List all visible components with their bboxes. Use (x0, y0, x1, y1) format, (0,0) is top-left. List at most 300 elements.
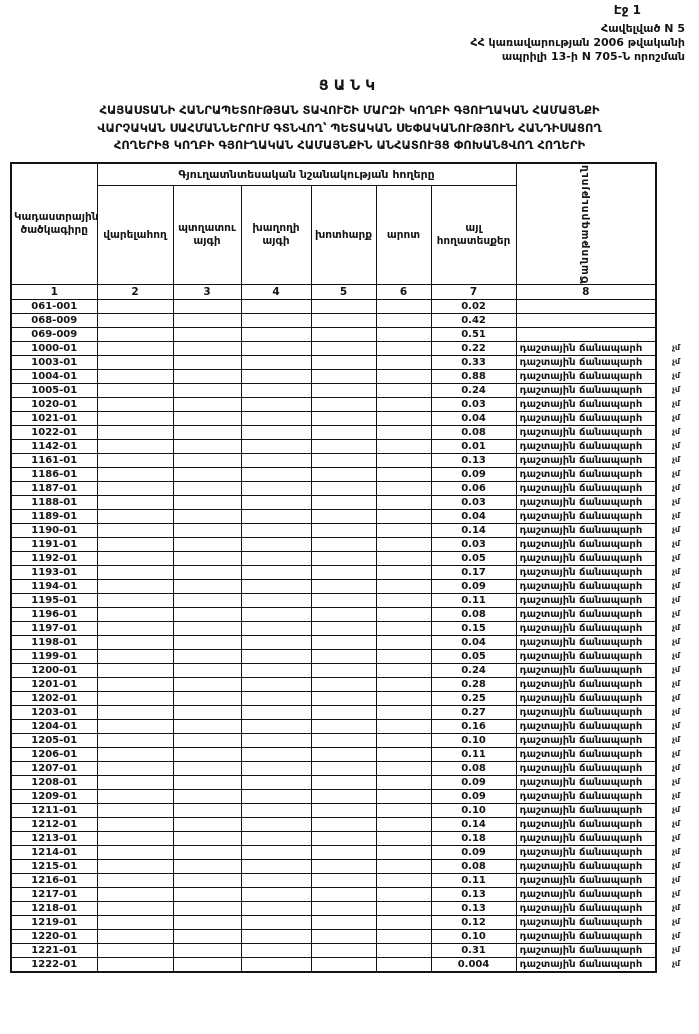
hayfield-cell (311, 314, 376, 328)
orchard-cell (173, 790, 241, 804)
hayfield-cell (311, 860, 376, 874)
other-lands-value-cell: 0.04 (431, 510, 516, 524)
note-cell: դաշտային ճանապարհ չմ (516, 398, 656, 412)
other-lands-value-cell: 0.09 (431, 776, 516, 790)
pasture-cell (376, 412, 431, 426)
hayfield-cell (311, 958, 376, 972)
orchard-cell (173, 650, 241, 664)
vineyard-cell (241, 846, 311, 860)
code-cell: 1142-01 (11, 440, 97, 454)
pasture-cell (376, 664, 431, 678)
other-lands-value-cell: 0.02 (431, 300, 516, 314)
pasture-cell (376, 552, 431, 566)
title-line-3: ՀՈՂԵՐԻՑ ԿՈՂԲԻ ԳՅՈՒՂԱԿԱՆ ՀԱՄԱՅՆՔԻՆ ԱՆՀԱՏՈՒՅՑ ՓՈԽԱՆՑՎՈՂ ՀՈՂԵՐԻ (113, 137, 586, 152)
vineyard-cell (241, 328, 311, 342)
orchard-cell (173, 594, 241, 608)
orchard-cell (173, 622, 241, 636)
pasture-cell (376, 650, 431, 664)
hayfield-cell (311, 944, 376, 958)
note-cell (516, 300, 656, 314)
pasture-cell (376, 538, 431, 552)
table-row (11, 426, 656, 440)
other-lands-value-cell: 0.08 (431, 860, 516, 874)
note-cell: դաշտային ճանապարհ չմ (516, 566, 656, 580)
margin-mark: չմ (672, 385, 681, 395)
note-cell: դաշտային ճանապարհ չմ (516, 370, 656, 384)
note-cell: դաշտային ճանապարհ չմ (516, 636, 656, 650)
orchard-cell (173, 468, 241, 482)
note-cell (516, 328, 656, 342)
pasture-cell (376, 818, 431, 832)
margin-mark: չմ (672, 595, 681, 605)
margin-mark: չմ (672, 399, 681, 409)
hayfield-cell (311, 300, 376, 314)
code-cell: 1188-01 (11, 496, 97, 510)
hayfield-cell (311, 454, 376, 468)
arable-cell (97, 734, 173, 748)
margin-mark: չմ (672, 693, 681, 703)
margin-mark: չմ (672, 371, 681, 381)
other-lands-value-cell: 0.01 (431, 440, 516, 454)
hayfield-cell (311, 328, 376, 342)
orchard-cell (173, 734, 241, 748)
note-cell: դաշտային ճանապարհ չմ (516, 930, 656, 944)
other-lands-value-cell: 0.09 (431, 790, 516, 804)
table-row (11, 496, 656, 510)
pasture-cell (376, 454, 431, 468)
col-number-1: 1 (11, 285, 97, 300)
vineyard-cell (241, 958, 311, 972)
pasture-cell (376, 524, 431, 538)
hayfield-cell (311, 902, 376, 916)
arable-cell (97, 776, 173, 790)
hayfield-cell (311, 398, 376, 412)
vineyard-cell (241, 776, 311, 790)
table-row (11, 314, 656, 328)
vineyard-cell (241, 496, 311, 510)
code-cell: 1217-01 (11, 888, 97, 902)
vineyard-cell (241, 888, 311, 902)
orchard-cell (173, 300, 241, 314)
vineyard-cell (241, 608, 311, 622)
hayfield-cell (311, 538, 376, 552)
header-other-lands: այլ հողատեսքեր (431, 186, 516, 285)
note-cell: դաշտային ճանապարհ չմ (516, 608, 656, 622)
table-row (11, 678, 656, 692)
note-cell: դաշտային ճանապարհ չմ (516, 888, 656, 902)
orchard-cell (173, 930, 241, 944)
header-pasture: արոտ (376, 186, 431, 285)
pasture-cell (376, 692, 431, 706)
hayfield-cell (311, 342, 376, 356)
arable-cell (97, 762, 173, 776)
note-cell: դաշտային ճանապարհ չմ (516, 440, 656, 454)
hayfield-cell (311, 566, 376, 580)
other-lands-value-cell: 0.27 (431, 706, 516, 720)
table-row (11, 524, 656, 538)
note-cell: դաշտային ճանապարհ չմ (516, 706, 656, 720)
vineyard-cell (241, 804, 311, 818)
pasture-cell (376, 622, 431, 636)
vineyard-cell (241, 356, 311, 370)
other-lands-value-cell: 0.11 (431, 874, 516, 888)
pasture-cell (376, 328, 431, 342)
vineyard-cell (241, 510, 311, 524)
lands-table-wrap (10, 162, 699, 973)
code-cell: 1005-01 (11, 384, 97, 398)
pasture-cell (376, 580, 431, 594)
note-cell: դաշտային ճանապարհ չմ (516, 664, 656, 678)
arable-cell (97, 580, 173, 594)
other-lands-value-cell: 0.24 (431, 664, 516, 678)
page-number: Էջ 1 (613, 3, 641, 17)
pasture-cell (376, 496, 431, 510)
code-cell: 1192-01 (11, 552, 97, 566)
table-row (11, 916, 656, 930)
margin-mark: չմ (672, 959, 681, 969)
note-cell (516, 314, 656, 328)
orchard-cell (173, 314, 241, 328)
pasture-cell (376, 874, 431, 888)
code-cell: 061-001 (11, 300, 97, 314)
arable-cell (97, 818, 173, 832)
table-row (11, 692, 656, 706)
pasture-cell (376, 426, 431, 440)
orchard-cell (173, 440, 241, 454)
col-number-2: 2 (97, 285, 173, 300)
col-number-5: 5 (311, 285, 376, 300)
table-row (11, 860, 656, 874)
vineyard-cell (241, 440, 311, 454)
table-row (11, 300, 656, 314)
orchard-cell (173, 538, 241, 552)
hayfield-cell (311, 678, 376, 692)
pasture-cell (376, 916, 431, 930)
orchard-cell (173, 958, 241, 972)
table-row (11, 748, 656, 762)
arable-cell (97, 692, 173, 706)
arable-cell (97, 930, 173, 944)
arable-cell (97, 860, 173, 874)
orchard-cell (173, 524, 241, 538)
header-hayfield: խոտհարք (311, 186, 376, 285)
table-row (11, 384, 656, 398)
table-row (11, 342, 656, 356)
arable-cell (97, 300, 173, 314)
note-cell: դաշտային ճանապարհ չմ (516, 356, 656, 370)
hayfield-cell (311, 832, 376, 846)
note-cell: դաշտային ճանապարհ չմ (516, 790, 656, 804)
code-cell: 1216-01 (11, 874, 97, 888)
hayfield-cell (311, 930, 376, 944)
vineyard-cell (241, 566, 311, 580)
other-lands-value-cell: 0.10 (431, 930, 516, 944)
table-row (11, 720, 656, 734)
orchard-cell (173, 342, 241, 356)
title-line-1: ՀԱՅԱՍՏԱՆԻ ՀԱՆՐԱՊԵՏՈՒԹՅԱՆ ՏԱՎՈՒՇԻ ՄԱՐԶԻ ԿՈՂԲԻ ԳՅՈՒՂԱԿԱՆ ՀԱՄԱՅՆՔԻ (99, 103, 600, 118)
table-row (11, 454, 656, 468)
vineyard-cell (241, 818, 311, 832)
note-cell: դաշտային ճանապարհ չմ (516, 342, 656, 356)
margin-mark: չմ (672, 791, 681, 801)
table-row (11, 482, 656, 496)
other-lands-value-cell: 0.10 (431, 734, 516, 748)
arable-cell (97, 454, 173, 468)
table-row (11, 944, 656, 958)
orchard-cell (173, 818, 241, 832)
margin-mark: չմ (672, 875, 681, 885)
margin-mark: չմ (672, 805, 681, 815)
orchard-cell (173, 370, 241, 384)
table-row (11, 370, 656, 384)
table-row (11, 804, 656, 818)
note-cell: դաշտային ճանապարհ չմ (516, 426, 656, 440)
hayfield-cell (311, 818, 376, 832)
vineyard-cell (241, 664, 311, 678)
header-orchard: պտղատու այգի (173, 186, 241, 285)
other-lands-value-cell: 0.08 (431, 762, 516, 776)
code-cell: 1208-01 (11, 776, 97, 790)
page-title (0, 102, 699, 154)
margin-mark: չմ (672, 525, 681, 535)
vineyard-cell (241, 832, 311, 846)
hayfield-cell (311, 384, 376, 398)
arable-cell (97, 594, 173, 608)
pasture-cell (376, 440, 431, 454)
arable-cell (97, 678, 173, 692)
margin-mark: չմ (672, 721, 681, 731)
pasture-cell (376, 958, 431, 972)
arable-cell (97, 622, 173, 636)
vineyard-cell (241, 734, 311, 748)
orchard-cell (173, 664, 241, 678)
orchard-cell (173, 454, 241, 468)
orchard-cell (173, 426, 241, 440)
other-lands-value-cell: 0.13 (431, 454, 516, 468)
table-row (11, 874, 656, 888)
other-lands-value-cell: 0.05 (431, 650, 516, 664)
orchard-cell (173, 706, 241, 720)
vineyard-cell (241, 636, 311, 650)
margin-mark: չմ (672, 469, 681, 479)
hayfield-cell (311, 762, 376, 776)
code-cell: 1207-01 (11, 762, 97, 776)
table-row (11, 622, 656, 636)
orchard-cell (173, 888, 241, 902)
margin-mark: չմ (672, 567, 681, 577)
table-row (11, 846, 656, 860)
other-lands-value-cell: 0.06 (431, 482, 516, 496)
note-cell: դաշտային ճանապարհ չմ (516, 944, 656, 958)
margin-mark: չմ (672, 637, 681, 647)
vineyard-cell (241, 944, 311, 958)
note-cell: դաշտային ճանապարհ չմ (516, 594, 656, 608)
code-cell: 1213-01 (11, 832, 97, 846)
margin-mark: չմ (672, 889, 681, 899)
other-lands-value-cell: 0.05 (431, 552, 516, 566)
orchard-cell (173, 748, 241, 762)
orchard-cell (173, 692, 241, 706)
orchard-cell (173, 832, 241, 846)
hayfield-cell (311, 594, 376, 608)
code-cell: 069-009 (11, 328, 97, 342)
code-cell: 1202-01 (11, 692, 97, 706)
vineyard-cell (241, 594, 311, 608)
vineyard-cell (241, 538, 311, 552)
orchard-cell (173, 328, 241, 342)
other-lands-value-cell: 0.31 (431, 944, 516, 958)
code-cell: 1215-01 (11, 860, 97, 874)
table-row (11, 902, 656, 916)
appendix-line-3: ապրիլի 13-ի N 705-Ն որոշման (501, 50, 685, 64)
arable-cell (97, 706, 173, 720)
orchard-cell (173, 902, 241, 916)
pasture-cell (376, 300, 431, 314)
other-lands-value-cell: 0.33 (431, 356, 516, 370)
orchard-cell (173, 944, 241, 958)
note-cell: դաշտային ճանապարհ չմ (516, 860, 656, 874)
col-number-4: 4 (241, 285, 311, 300)
hayfield-cell (311, 748, 376, 762)
margin-mark: չմ (672, 413, 681, 423)
header-cadastral-code: Կադաստրային ծածկագիրը (11, 163, 97, 285)
hayfield-cell (311, 468, 376, 482)
table-row (11, 650, 656, 664)
margin-mark: չմ (672, 945, 681, 955)
code-cell: 1206-01 (11, 748, 97, 762)
arable-cell (97, 510, 173, 524)
table-row (11, 538, 656, 552)
other-lands-value-cell: 0.08 (431, 608, 516, 622)
vineyard-cell (241, 692, 311, 706)
arable-cell (97, 916, 173, 930)
note-cell: դաշտային ճանապարհ չմ (516, 832, 656, 846)
other-lands-value-cell: 0.25 (431, 692, 516, 706)
margin-mark: չմ (672, 651, 681, 661)
other-lands-value-cell: 0.11 (431, 748, 516, 762)
code-cell: 1199-01 (11, 650, 97, 664)
code-cell: 1000-01 (11, 342, 97, 356)
other-lands-value-cell: 0.10 (431, 804, 516, 818)
code-cell: 1204-01 (11, 720, 97, 734)
arable-cell (97, 748, 173, 762)
hayfield-cell (311, 412, 376, 426)
note-cell: դաշտային ճանապարհ չմ (516, 734, 656, 748)
margin-mark: չմ (672, 609, 681, 619)
note-cell: դաշտային ճանապարհ չմ (516, 552, 656, 566)
hayfield-cell (311, 706, 376, 720)
hayfield-cell (311, 888, 376, 902)
orchard-cell (173, 398, 241, 412)
pasture-cell (376, 594, 431, 608)
orchard-cell (173, 412, 241, 426)
orchard-cell (173, 356, 241, 370)
col-number-8: 8 (516, 285, 656, 300)
code-cell: 1004-01 (11, 370, 97, 384)
note-header-rotated-label: Ծանոթագրություն (579, 164, 592, 285)
note-cell: դաշտային ճանապարհ չմ (516, 412, 656, 426)
margin-mark: չմ (672, 749, 681, 759)
code-cell: 068-009 (11, 314, 97, 328)
code-cell: 1198-01 (11, 636, 97, 650)
table-row (11, 510, 656, 524)
hayfield-cell (311, 650, 376, 664)
orchard-cell (173, 846, 241, 860)
margin-mark: չմ (672, 553, 681, 563)
arable-cell (97, 846, 173, 860)
pasture-cell (376, 314, 431, 328)
table-row (11, 398, 656, 412)
other-lands-value-cell: 0.88 (431, 370, 516, 384)
other-lands-value-cell: 0.09 (431, 846, 516, 860)
arable-cell (97, 524, 173, 538)
other-lands-value-cell: 0.13 (431, 902, 516, 916)
table-row (11, 888, 656, 902)
note-cell: դաշտային ճանապարհ չմ (516, 748, 656, 762)
table-row (11, 762, 656, 776)
other-lands-value-cell: 0.12 (431, 916, 516, 930)
orchard-cell (173, 916, 241, 930)
margin-mark: չմ (672, 917, 681, 927)
code-cell: 1161-01 (11, 454, 97, 468)
hayfield-cell (311, 496, 376, 510)
note-cell: դաշտային ճանապարհ չմ (516, 874, 656, 888)
col-number-6: 6 (376, 285, 431, 300)
table-row (11, 636, 656, 650)
hayfield-cell (311, 692, 376, 706)
arable-cell (97, 370, 173, 384)
note-cell: դաշտային ճանապարհ չմ (516, 538, 656, 552)
note-cell: դաշտային ճանապարհ չմ (516, 510, 656, 524)
arable-cell (97, 412, 173, 426)
orchard-cell (173, 762, 241, 776)
code-cell: 1220-01 (11, 930, 97, 944)
pasture-cell (376, 482, 431, 496)
arable-cell (97, 608, 173, 622)
title-line-2: ՎԱՐՉԱԿԱՆ ՍԱՀՄԱՆՆԵՐՈՒՄ ԳՏՆՎՈՂ՝ ՊԵՏԱԿԱՆ ՍԵՓԱԿԱՆՈՒԹՅՈՒՆ ՀԱՆԴԻՍԱՑՈՂ (97, 120, 602, 135)
vineyard-cell (241, 916, 311, 930)
arable-cell (97, 398, 173, 412)
pasture-cell (376, 636, 431, 650)
code-cell: 1221-01 (11, 944, 97, 958)
arable-cell (97, 790, 173, 804)
margin-mark: չմ (672, 833, 681, 843)
margin-mark: չմ (672, 861, 681, 871)
table-row (11, 706, 656, 720)
note-cell: դաշտային ճանապարհ չմ (516, 524, 656, 538)
pasture-cell (376, 832, 431, 846)
vineyard-cell (241, 524, 311, 538)
note-cell: դաշտային ճանապարհ չմ (516, 678, 656, 692)
margin-mark: չմ (672, 427, 681, 437)
margin-mark: չմ (672, 343, 681, 353)
margin-mark: չմ (672, 763, 681, 773)
code-cell: 1187-01 (11, 482, 97, 496)
pasture-cell (376, 342, 431, 356)
note-cell: դաշտային ճանապարհ չմ (516, 846, 656, 860)
table-row (11, 594, 656, 608)
margin-mark: չմ (672, 931, 681, 941)
margin-mark: չմ (672, 455, 681, 465)
code-cell: 1222-01 (11, 958, 97, 972)
hayfield-cell (311, 580, 376, 594)
table-row (11, 608, 656, 622)
code-cell: 1020-01 (11, 398, 97, 412)
orchard-cell (173, 496, 241, 510)
orchard-cell (173, 776, 241, 790)
other-lands-value-cell: 0.04 (431, 636, 516, 650)
appendix-line-1: Հավելված N 5 (601, 21, 685, 35)
